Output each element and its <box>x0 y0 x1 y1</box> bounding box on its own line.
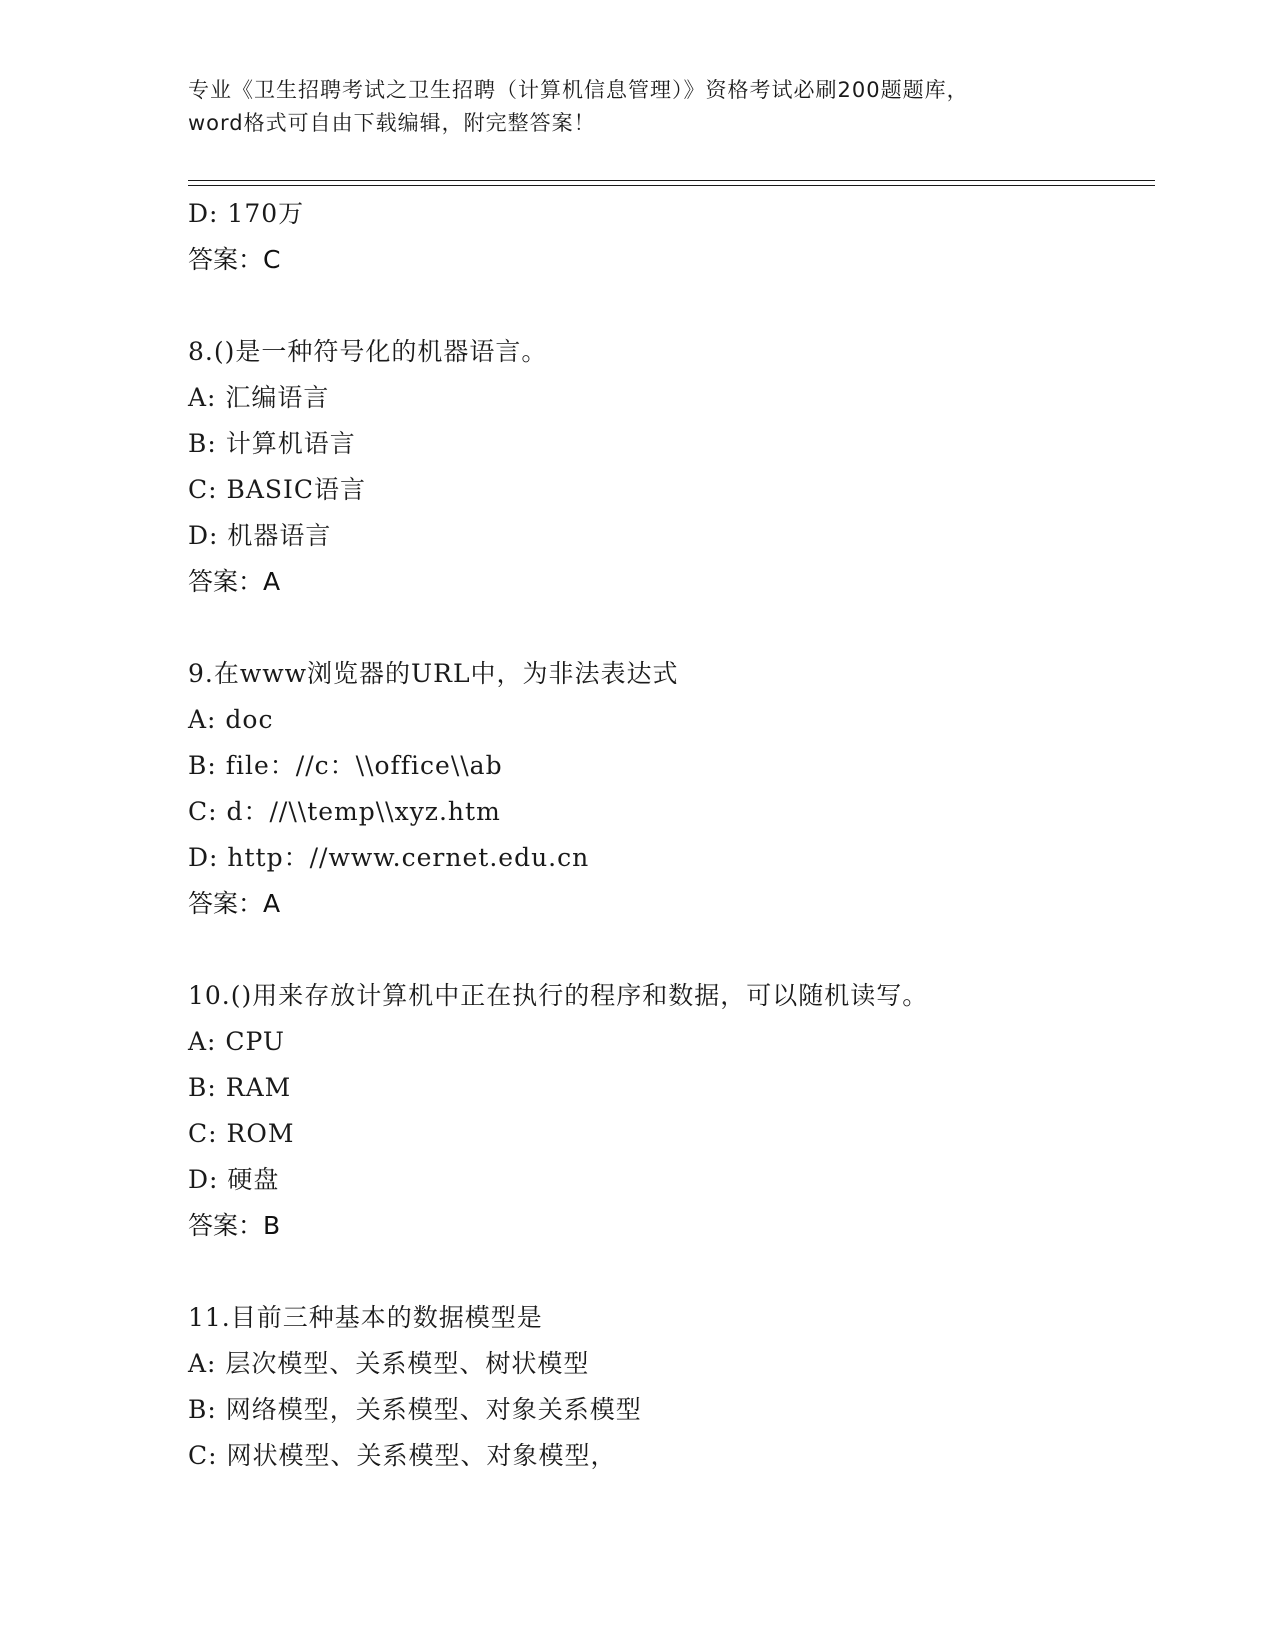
answer-line: 答案：A <box>188 567 281 596</box>
option-b: B: 网络模型，关系模型、对象关系模型 <box>188 1395 642 1424</box>
header-title-line-2: word格式可自由下载编辑，附完整答案！ <box>188 111 596 135</box>
answer-line: 答案：A <box>188 889 281 918</box>
answer-line: 答案：C <box>188 245 281 274</box>
option-a: A: CPU <box>188 1027 286 1056</box>
previous-question-tail <box>188 191 1148 283</box>
question-9 <box>188 651 1148 927</box>
option-d: D: http：//www.cernet.edu.cn <box>188 843 590 872</box>
option-c: C: ROM <box>188 1119 295 1148</box>
question-list <box>188 191 1148 1479</box>
option-a: A: 层次模型、关系模型、树状模型 <box>188 1349 590 1378</box>
document-header <box>188 74 1088 140</box>
option-a: A: 汇编语言 <box>188 383 330 412</box>
option-b: B: file：//c：\\office\\ab <box>188 751 503 780</box>
header-divider-bottom <box>188 185 1155 186</box>
header-divider-top <box>188 180 1155 181</box>
answer-line: 答案：B <box>188 1211 281 1240</box>
question-stem: 8.()是一种符号化的机器语言。 <box>188 337 548 366</box>
question-11 <box>188 1295 1148 1479</box>
option-c: C: 网状模型、关系模型、对象模型， <box>188 1441 617 1470</box>
option-c: C: d：//\\temp\\xyz.htm <box>188 797 501 826</box>
option-d: D: 170万 <box>188 199 305 228</box>
option-b: B: RAM <box>188 1073 292 1102</box>
question-10 <box>188 973 1148 1249</box>
question-stem: 9.在www浏览器的URL中，为非法表达式 <box>188 659 679 688</box>
question-8 <box>188 329 1148 605</box>
option-d: D: 硬盘 <box>188 1165 280 1194</box>
option-d: D: 机器语言 <box>188 521 332 550</box>
option-c: C: BASIC语言 <box>188 475 367 504</box>
header-title-line-1: 专业《卫生招聘考试之卫生招聘（计算机信息管理）》资格考试必刷200题题库， <box>188 78 969 102</box>
option-a: A: doc <box>188 705 274 734</box>
option-b: B: 计算机语言 <box>188 429 356 458</box>
question-stem: 11.目前三种基本的数据模型是 <box>188 1303 543 1332</box>
question-stem: 10.()用来存放计算机中正在执行的程序和数据，可以随机读写。 <box>188 981 929 1010</box>
